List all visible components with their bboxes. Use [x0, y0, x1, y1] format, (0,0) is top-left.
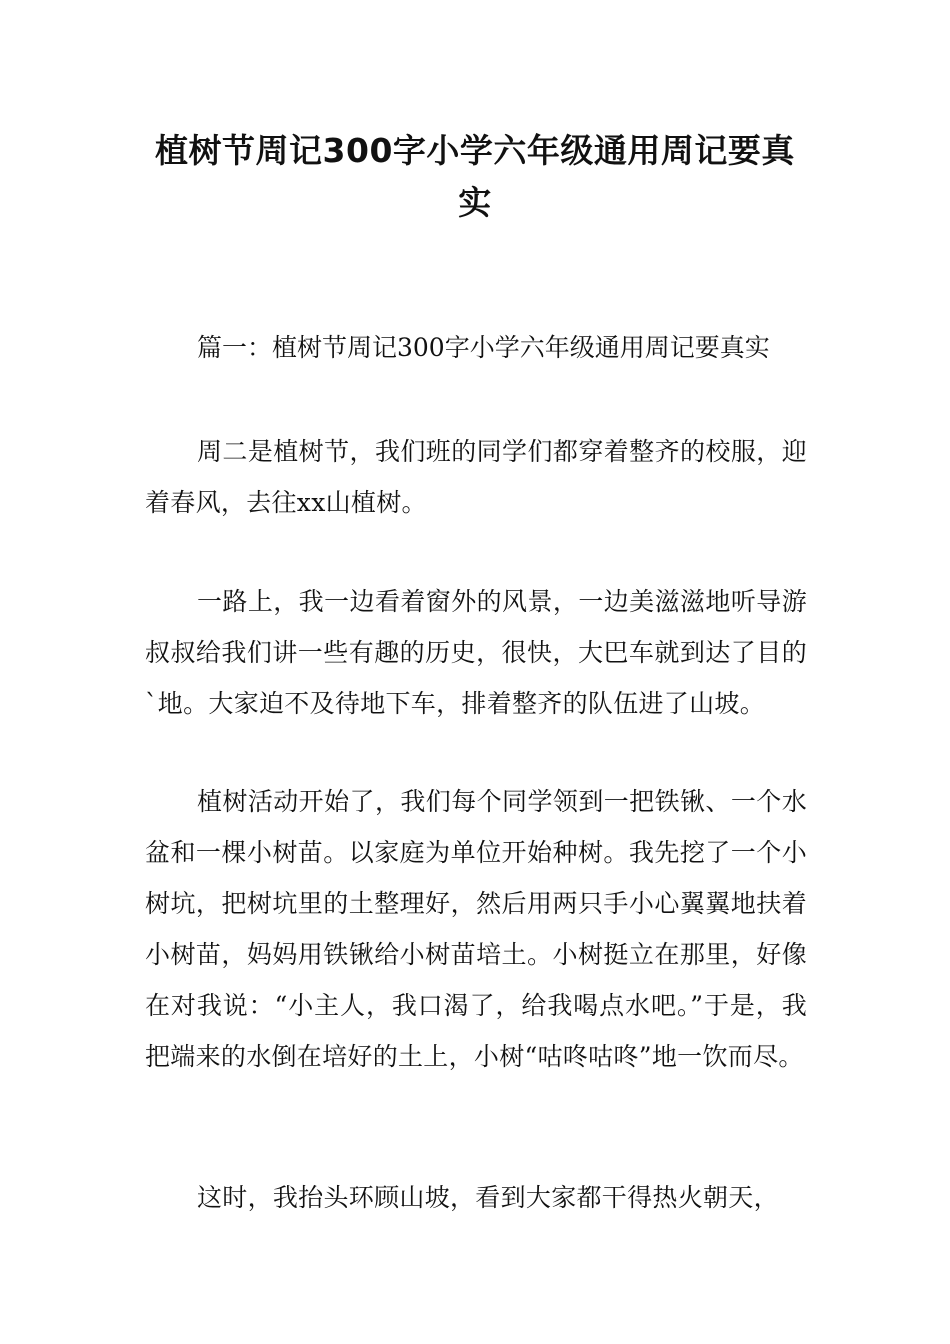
paragraph-3: 植树活动开始了，我们每个同学领到一把铁锹、一个水盆和一棵小树苗。以家庭为单位开始种树。我先挖了一个小树坑，把树坑里的土整理好，然后用两只手小心翼翼地扶着小树苗，妈妈用铁锹给小树苗培土。小树挺立在那里，好像在对我说：“小主人，我口渴了，给我喝点水吧。”于是，我把端来的水倒在培好的土上，小树“咕咚咕咚”地一饮而尽。	[145, 787, 807, 1071]
paragraph-2: 一路上，我一边看着窗外的风景，一边美滋滋地听导游叔叔给我们讲一些有趣的历史，很快，大巴车就到达了目的`地。大家迫不及待地下车，排着整齐的队伍进了山坡。	[145, 587, 807, 718]
document-title: 植树节周记300字小学六年级通用周记要真实	[155, 131, 795, 222]
paragraph-4: 这时，我抬头环顾山坡，看到大家都干得热火朝天，	[197, 1183, 779, 1212]
section-heading: 篇一：植树节周记300字小学六年级通用周记要真实	[197, 333, 770, 362]
paragraph-1: 周二是植树节，我们班的同学们都穿着整齐的校服，迎着春风，去往xx山植树。	[145, 437, 807, 517]
